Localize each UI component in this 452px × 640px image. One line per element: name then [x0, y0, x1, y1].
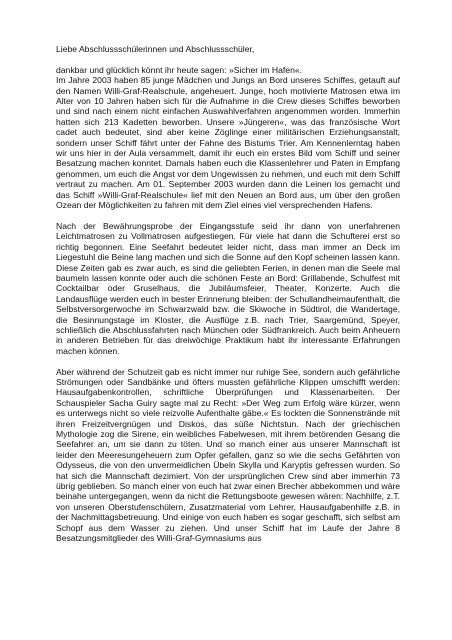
paragraph-school-life: Nach der Bewährungsprobe der Eingangsstufe seid ihr dann von unerfahrenen Leichtmatrosen zu Vollmatrosen aufgestiegen. Für viele hat dann die Schufterei erst so richtig begonnen. Eine Seefahrt bedeutet leider nicht, dass man immer an Deck im Liegestuhl die Beine lang machen und sich die Sonne auf den Kopf scheinen lassen kann. Diese Zeiten gab es zwar auch, es sind die geliebten Ferien, in denen man die Seele mal baumeln lassen konnte oder auch die schönen Feste an Bord: Grillabende, Schulfest mit Cocktailbar oder Gruselhaus, die Jubiläumsfeier, Theater, Konzerte. Auch die Landausflüge werden euch in bester Erinnerung bleiben: der Schullandheimaufenthalt, die Selbstversorgerwoche im Schwarzwald bzw. die Skiwoche in Südtirol, die Wandertage, die Besinnungstage im Kloster, die Ausflüge z.B. nach Trier, Saargemünd, Speyer, schließlich die Abschlussfahrten nach München oder Südfrankreich. Auch beim Anheuern in anderen Betrieben für das dreiwöchige Praktikum habt ihr interessante Erfahrungen machen können.: [56, 220, 400, 356]
paragraph-intro-line: dankbar und glücklich könnt ihr heute sagen: »Sicher im Hafen«.: [56, 64, 303, 75]
paragraph-voyage-start: Im Jahre 2003 haben 85 junge Mädchen und Jungs an Bord unseres Schiffes, getauft auf den Namen Willi-Graf-Realschule, angeheuert. Junge, hoch motivierte Matrosen etwa im Alter von 10 Jahren haben sich für die Aufnahme in die Crew dieses Schiffes beworben und sind nach einem nicht einfachen Auswahlverfahren angenommen worden. Immerhin hatten sich 213 Kadetten beworben. Unsere »Jüngeren«, was das französische Wort cadet auch bedeutet, sind aber keine Zöglinge einer militärischen Erziehungsanstalt, sondern unser Schiff fährt unter der Fahne des Bistums Trier. Am Kennenlerntag haben wir uns hier in der Aula versammelt, damit ihr euch ein erstes Bild vom Schiff und seiner Besatzung machen konntet. Damals haben euch die Klassenlehrer und Paten in Empfang genommen, um euch die Angst vor dem Ungewissen zu nehmen, und euch mit dem Schiff vertraut zu machen. Am 01. September 2003 wurden dann die Leinen los gemacht und das Schiff »Willi-Graf-Realschule« lief mit den Neuen an Bord aus, um über den großen Ozean der Möglichkeiten zu fahren mit dem Ziel eines viel versprechenden Hafens.: [56, 75, 400, 211]
paragraph-challenges: Aber während der Schulzeit gab es nicht immer nur ruhige See, sondern auch gefährliche Strömungen oder Sandbänke und öfters mussten gefährliche Klippen umschifft werden: Hausaufgabenkontrollen, schriftliche Überprüfungen und Klassenarbeiten. Der Schauspieler Sacha Guiry sagte mal zu Recht: »Der Weg zum Erfolg wäre kürzer, wenn es unterwegs nicht so viele reizvolle Aufenthalte gäbe.« Es lockten die Sonnenstrände mit ihren Freizeitvergnügen und Diskos, das süße Nichtstun. Nach der griechischen Mythologie zog die Sirene, ein weibliches Fabelwesen, mit ihrem betörenden Gesang die Seefahrer an, um sie dann zu töten. Und so manch einer aus unserer Mannschaft ist leider den Meeresungeheuern zum Opfer gefallen, ganz so wie die sechs Gefährten von Odysseus, die von den unvermeidlichen Übeln Skylla und Karyptis gefressen wurden. So hat sich die Mannschaft dezimiert. Von der ursprünglichen Crew sind aber immerhin 73 übrig geblieben. So manch einer von euch hat zwar einen Brecher abbekommen und wäre beinahe untergegangen, wenn da nicht die Rettungsboote gewesen wären: Nachhilfe, z.T. von unseren Oberstufenschülern, Zusatzmaterial vom Lehrer, Hausaufgabenhilfe z.B. in der Nachmittagsbetreuung. Und einige von euch haben es sogar geschafft, sich selbst am Schopf aus dem Wasser zu ziehen. Und unser Schiff hat im Laufe der Jahre 8 Besatzungsmitglieder des Willi-Graf-Gymnasiums aus: [56, 366, 400, 544]
salutation: Liebe Abschlussschülerinnen und Abschlussschüler,: [56, 44, 255, 54]
letter-page: [56, 44, 400, 543]
